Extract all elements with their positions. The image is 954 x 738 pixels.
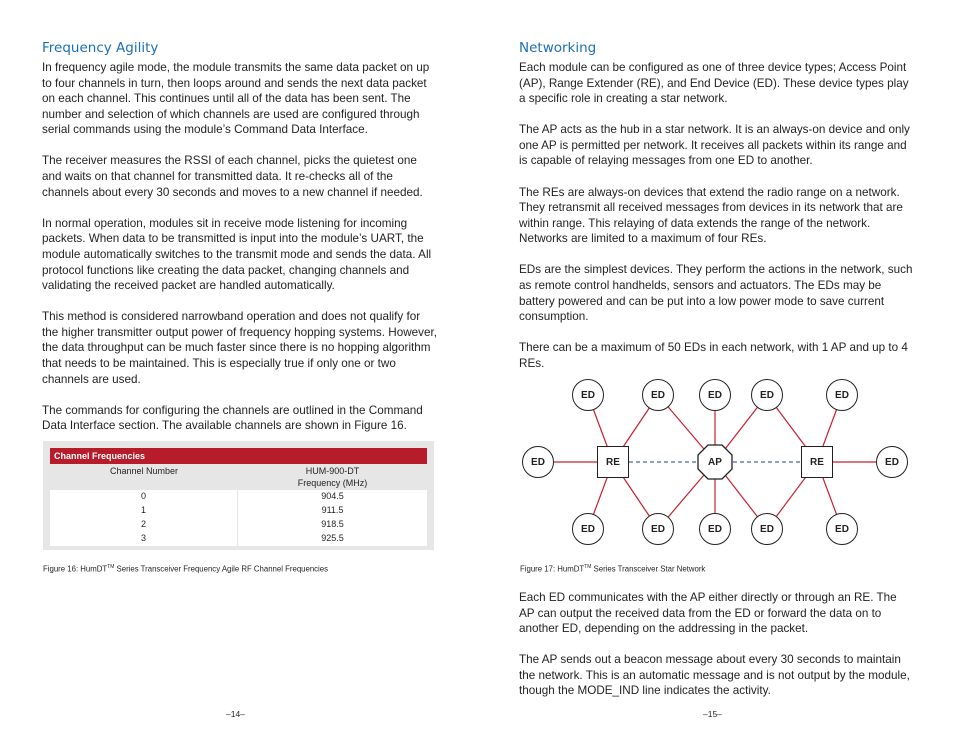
- table-row: [50, 490, 427, 504]
- channel-cell: 3: [50, 532, 237, 546]
- ed-node: ED: [522, 446, 554, 478]
- right-column: [519, 40, 914, 387]
- page-number-left: –14–: [226, 709, 245, 719]
- ed-node: ED: [826, 513, 858, 545]
- ed-node: ED: [876, 446, 908, 478]
- ed-node: ED: [642, 513, 674, 545]
- channel-cell: 2: [50, 518, 237, 532]
- paragraph: The AP acts as the hub in a star network. It is an always-on device and only one AP is permitted per network. It receives all packets within its range and is capable of relaying messages from one ED to another.: [519, 123, 910, 168]
- channel-cell: 1: [50, 504, 237, 518]
- page-number-right: –15–: [703, 709, 722, 719]
- column-header-channel: Channel Number: [109, 466, 179, 476]
- paragraph: The commands for configuring the channels are outlined in the Command Data Interface section. The available channels are shown in Figure 16.: [42, 403, 423, 433]
- ed-node: ED: [751, 513, 783, 545]
- figure-16-caption: Figure 16: HumDT™ Series Transceiver Frequency Agile RF Channel Frequencies: [43, 564, 329, 574]
- paragraph: Each ED communicates with the AP either directly or through an RE. The AP can output the received data from the ED or forward the data on to another ED, depending on the addressing in the packet.: [519, 591, 897, 636]
- table-header-row: [50, 464, 427, 490]
- figure-17-caption: Figure 17: HumDT™ Series Transceiver Star Network: [520, 564, 706, 574]
- paragraph: The AP sends out a beacon message about every 30 seconds to maintain the network. This is an automatic message and is not output by the module, though the MODE_IND line indicates the activity.: [519, 653, 910, 698]
- networking-heading: Networking: [519, 40, 597, 56]
- column-header-frequency: HUM-900-DT Frequency (MHz): [297, 466, 368, 488]
- table-title: Channel Frequencies: [50, 448, 427, 464]
- table-row: [50, 518, 427, 532]
- ed-node: ED: [572, 513, 604, 545]
- frequency-cell: 911.5: [238, 504, 427, 518]
- paragraph: This method is considered narrowband operation and does not qualify for the higher transmitter output power of frequency hopping systems. However, the data throughput can be much faster since there is no hopping algorithm that needs to be maintained. This is especially true if only one or two channels are used.: [42, 310, 437, 386]
- paragraph: EDs are the simplest devices. They perform the actions in the network, such as remote control handhelds, sensors and actuators. The EDs may be battery powered and can be put into a low power mode to save current consumption.: [519, 263, 913, 324]
- paragraph: There can be a maximum of 50 EDs in each network, with 1 AP and up to 4 REs.: [519, 341, 908, 370]
- ap-node: AP: [708, 456, 722, 468]
- re-node: RE: [801, 446, 833, 478]
- frequency-cell: 925.5: [238, 532, 427, 546]
- ed-node: ED: [699, 513, 731, 545]
- channel-frequencies-table: [43, 441, 434, 550]
- ed-node: ED: [642, 379, 674, 411]
- frequency-cell: 918.5: [238, 518, 427, 532]
- re-node: RE: [597, 446, 629, 478]
- ed-node: ED: [699, 379, 731, 411]
- paragraph: In frequency agile mode, the module transmits the same data packet on up to four channels in turn, then loops around and sends the next data packet on each channel. This continues until all of the data has been sent. The number and selection of which channels are used are configured through serial commands using the module’s Command Data Interface.: [42, 61, 430, 137]
- paragraph: The REs are always-on devices that extend the radio range on a network. They retransmit all received messages from devices in its network that are within range. This relaying of data extends the range of the network. Networks are limited to a maximum of four REs.: [519, 185, 903, 246]
- paragraph: Each module can be configured as one of three device types; Access Point (AP), Range Extender (RE), and End Device (ED). These device types play a specific role in creating a star network.: [519, 61, 909, 106]
- table-row: [50, 532, 427, 546]
- star-network-diagram: [519, 378, 914, 550]
- paragraph: In normal operation, modules sit in receive mode listening for incoming packets. When data to be transmitted is input into the module’s UART, the module automatically switches to the transmit mode and sends the data. All protocol functions like creating the data packet, changing channels and validating the received packet are handled automatically.: [42, 216, 432, 293]
- table-row: [50, 504, 427, 518]
- right-column-lower: [519, 590, 914, 715]
- channel-cell: 0: [50, 490, 237, 504]
- ed-node: ED: [572, 379, 604, 411]
- frequency-agility-heading: Frequency Agility: [42, 40, 159, 56]
- ed-node: ED: [751, 379, 783, 411]
- ed-node: ED: [826, 379, 858, 411]
- frequency-cell: 904.5: [238, 490, 427, 504]
- paragraph: The receiver measures the RSSI of each channel, picks the quietest one and waits on that channel for transmitted data. It re-checks all of the channels about every 30 seconds and moves to a new channel if needed.: [42, 154, 423, 199]
- left-column: [42, 40, 437, 449]
